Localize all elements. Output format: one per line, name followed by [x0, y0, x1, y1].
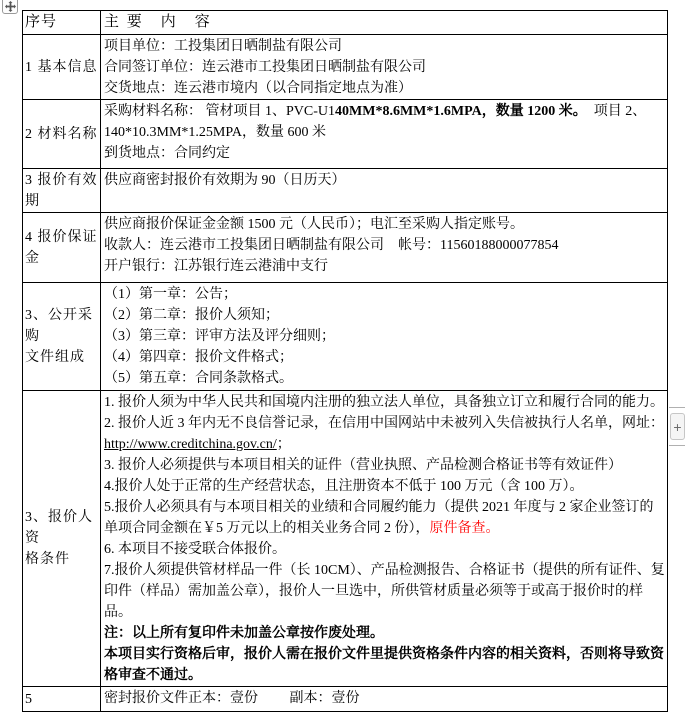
row1-seq-cell	[23, 35, 101, 100]
row4-line: 开户银行：江苏银行连云港浦中支行	[104, 259, 328, 274]
row1-line: 合同签订单位：连云港市工投集团日晒制盐有限公司	[104, 60, 426, 75]
link-trailing-punct: ；	[276, 437, 291, 452]
row4-content-cell	[101, 213, 668, 283]
material-spec-bold: 40MM*8.6MM*1.6MPA，数量 1200 米。	[335, 104, 580, 119]
row5-line: （2）第二章：报价人须知；	[104, 308, 279, 323]
row3-label-line: 3 报价有效	[25, 172, 98, 188]
row5-content-cell	[101, 283, 668, 391]
table-row	[23, 213, 668, 283]
row3-label-line: 期	[25, 193, 40, 209]
original-for-check-red-text: 原件备查。	[429, 521, 500, 536]
row5-line: （1）第一章：公告；	[104, 287, 237, 302]
row7-label: 5	[25, 691, 33, 707]
header-content-cell	[101, 11, 668, 35]
row3-content-cell	[101, 169, 668, 213]
insert-row-plus-button[interactable]: +	[670, 413, 685, 440]
qualification-item	[104, 413, 666, 455]
qualification-item: 3. 报价人必须提供与本项目相关的证件（营业执照、产品检测合格证书等有效证件）	[104, 458, 622, 473]
qualification-warning: 本项目实行资格后审，报价人需在报价文件里提供资格条件内容的相关资料，否则将导致资格审查不通过。	[104, 647, 664, 683]
material-name-prefix: 采购材料名称： 管材项目 1、PVC-U1	[104, 104, 336, 119]
qualification-item: 7.报价人须提供管材样品一件（长 10CM）、产品检测报告、合格证书（提供的所有证件、复印件（样品）需加盖公章），报价人一旦选中，所供管材质量必须等于或高于报价时的样品。	[104, 563, 665, 620]
procurement-table	[22, 10, 668, 712]
insert-row-gadget	[669, 407, 685, 446]
row4-line: 收款人：连云港市工投集团日晒制盐有限公司 帐号：11560188000077854	[104, 238, 559, 253]
qualification-item	[104, 497, 666, 539]
row2-line	[104, 101, 666, 143]
row2-line: 到货地点：合同约定	[104, 146, 230, 161]
row6-label-line: 3、报价人资	[25, 510, 93, 546]
row5-seq-cell	[23, 283, 101, 391]
table-row	[23, 100, 668, 169]
row2-content-cell	[101, 100, 668, 169]
table-row	[23, 35, 668, 100]
credit-record-text: 2. 报价人近 3 年内无不良信誉记录，在信用中国网站中未被列入失信被执行人名单，网址：	[104, 416, 664, 431]
insert-gadget-bottom-tick	[669, 445, 685, 446]
row4-line: 供应商报价保证金金额 1500 元（人民币）；电汇至采购人指定账号。	[104, 217, 524, 232]
row5-label-line: 3、公开采购	[25, 308, 93, 344]
row2-seq-cell	[23, 100, 101, 169]
qualification-item: 6. 本项目不接受联合体报价。	[104, 542, 286, 557]
row3-line: 供应商密封报价有效期为 90（日历天）	[104, 173, 346, 188]
creditchina-link[interactable]: http://www.creditchina.gov.cn/	[104, 437, 277, 452]
row6-content-cell	[101, 391, 668, 687]
header-content-label: 主 要 内 容	[104, 14, 212, 30]
qualification-item: 4.报价人处于正常的生产经营状态，且注册资本不低于 100 万元（含 100 万）。	[104, 479, 584, 494]
table-move-handle[interactable]	[2, 0, 18, 14]
table-move-handle-icon	[5, 1, 16, 13]
table-row	[23, 687, 668, 712]
row5-line: （5）第五章：合同条款格式。	[104, 371, 293, 386]
row1-line: 交货地点：连云港市境内（以合同指定地点为准）	[104, 81, 412, 96]
table-header-row	[23, 11, 668, 35]
qualification-note: 注：以上所有复印件未加盖公章按作废处理。	[104, 626, 384, 641]
header-seq-cell	[23, 11, 101, 35]
row6-label-line: 格条件	[25, 552, 70, 567]
row7-content-cell	[101, 687, 668, 712]
row5-line: （3）第三章：评审方法及评分细则；	[104, 329, 335, 344]
row3-seq-cell	[23, 169, 101, 213]
row5-line: （4）第四章：报价文件格式；	[104, 350, 293, 365]
row7-seq-cell	[23, 687, 101, 712]
material-spec-item2: 项目 2、140*10.3MM*1.25MPA，数量 600 米	[104, 104, 647, 140]
row2-label: 2 材料名称	[25, 126, 98, 142]
header-seq-label: 序号	[25, 14, 58, 30]
row6-seq-cell	[23, 391, 101, 687]
row4-seq-cell	[23, 213, 101, 283]
row1-line: 项目单位：工投集团日晒制盐有限公司	[104, 39, 342, 54]
row4-label-line: 金	[25, 250, 40, 266]
row1-content-cell	[101, 35, 668, 100]
table-row	[23, 169, 668, 213]
insert-gadget-top-tick	[669, 407, 685, 408]
qualification-item: 1. 报价人须为中华人民共和国境内注册的独立法人单位，具备独立订立和履行合同的能力。	[104, 395, 664, 410]
table-row	[23, 283, 668, 391]
table-row	[23, 391, 668, 687]
row4-label-line: 4 报价保证	[25, 229, 98, 245]
row1-label: 1 基本信息	[25, 59, 98, 75]
row5-label-line: 文件组成	[25, 350, 85, 365]
contract-performance-text: 5.报价人必须具有与本项目相关的业绩和合同履约能力（提供 2021 年度与 2 家企业签订的单项合同金额在￥5 万元以上的相关业务合同 2 份），	[104, 500, 654, 536]
row7-line: 密封报价文件正本：壹份 副本：壹份	[104, 691, 360, 706]
